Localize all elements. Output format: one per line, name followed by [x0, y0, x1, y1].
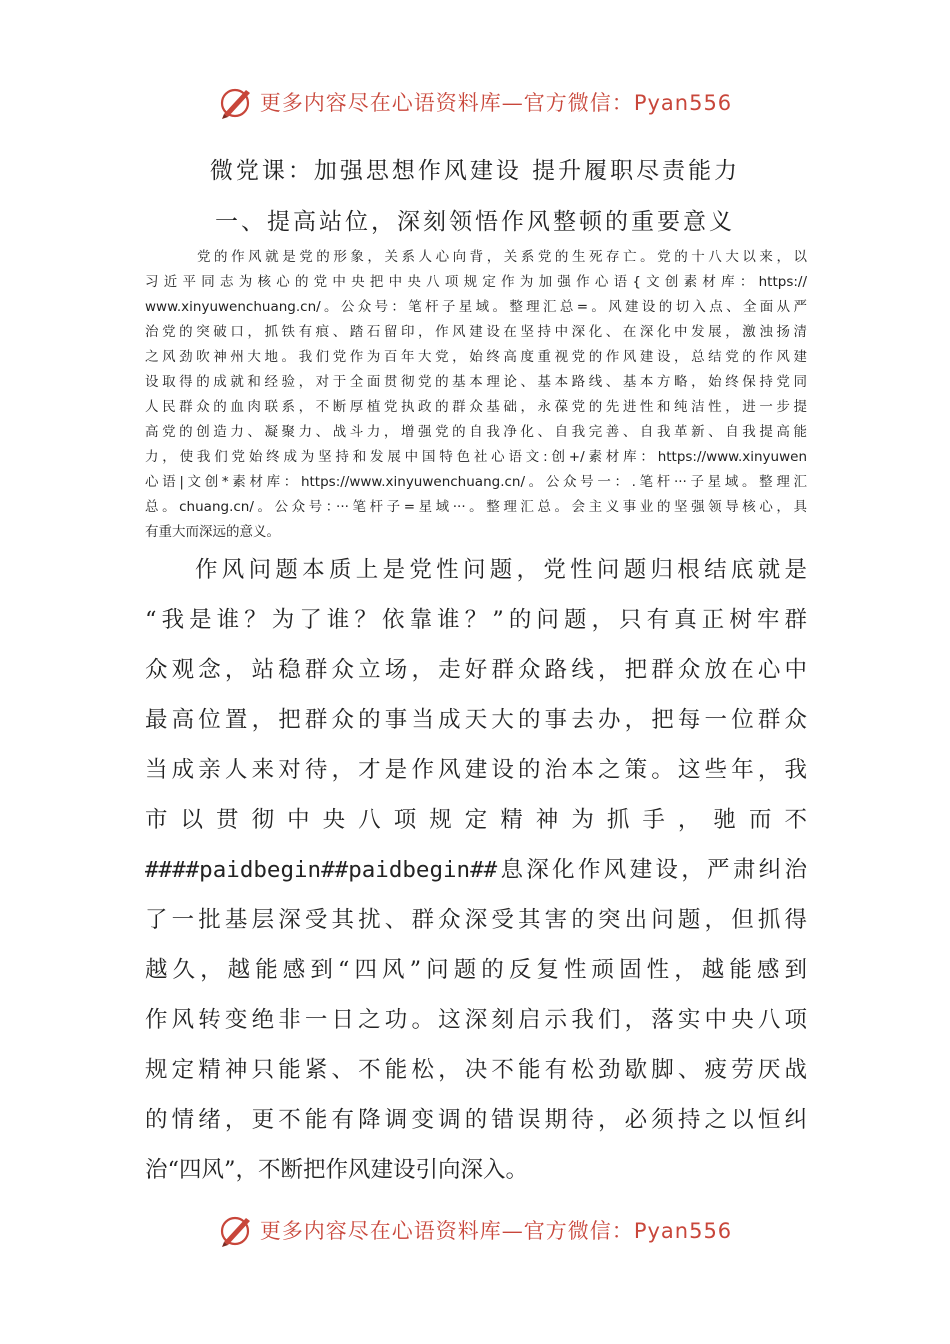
intro-line: 设取得的成就和经验，对于全面贯彻党的基本理论、基本路线、基本方略，始终保持党同: [145, 374, 807, 390]
body-line: 治“四风”，不断把作风建设引向深入。: [145, 1157, 529, 1183]
body-line: “我是谁？为了谁？依靠谁？”的问题，只有真正树牢群: [145, 607, 807, 633]
intro-line: 习近平同志为核心的党中央把中央八项规定作为加强作心语{文创素材库：https://: [145, 274, 807, 290]
intro-line: 之风劲吹神州大地。我们党作为百年大党，始终高度重视党的作风建设，总结党的作风建: [145, 349, 807, 365]
intro-line: 高党的创造力、凝聚力、战斗力，增强党的自我净化、自我完善、自我革新、自我提高能: [145, 424, 807, 440]
body-line: 作风问题本质上是党性问题，党性问题归根结底就是: [195, 557, 807, 583]
body-line: 越久，越能感到“四风”问题的反复性顽固性，越能感到: [145, 957, 807, 983]
body-line: 了一批基层深受其扰、群众深受其害的突出问题，但抓得: [145, 907, 807, 933]
banner-text: 更多内容尽在心语资料库—官方微信：Pyan556: [259, 91, 733, 115]
body-line: 最高位置，把群众的事当成天大的事去办，把每一位群众: [145, 707, 807, 733]
intro-paragraph: [145, 245, 807, 545]
intro-line: 人民群众的血肉联系，不断厚植党执政的群众基础，永葆党的先进性和纯洁性，进一步提: [145, 399, 807, 415]
intro-line: 治党的突破口，抓铁有痕、踏石留印，作风建设在坚持中深化、在深化中发展，激浊扬清: [145, 324, 807, 340]
body-line: 规定精神只能紧、不能松，决不能有松劲歇脚、疲劳厌战: [145, 1057, 807, 1083]
intro-line: 心语|文创*素材库：https://www.xinyuwenchuang.cn/。公众号一：.笔杆···子星域。整理汇: [145, 474, 807, 490]
banner-text: 更多内容尽在心语资料库—官方微信：Pyan556: [259, 1219, 733, 1243]
section-heading: 一、提高站位，深刻领悟作风整顿的重要意义: [215, 209, 735, 235]
intro-line: 总。chuang.cn/。公众号：···笔杆子=星域···。整理汇总。会主义事业的坚强领导核心，具: [145, 499, 807, 515]
body-line: 当成亲人来对待，才是作风建设的治本之策。这些年，我: [145, 757, 807, 783]
body-line: 众观念，站稳群众立场，走好群众路线，把群众放在心中: [145, 657, 807, 683]
body-paragraph: [145, 545, 807, 1195]
header-watermark-banner: [0, 82, 950, 122]
body-line: 的情绪，更不能有降调变调的错误期待，必须持之以恒纠: [145, 1107, 807, 1133]
intro-line: www.xinyuwenchuang.cn/。公众号：笔杆子星域。整理汇总=。风建设的切入点、全面从严: [145, 299, 807, 315]
body-line: 作风转变绝非一日之功。这深刻启示我们，落实中央八项: [145, 1007, 807, 1033]
pen-circle-logo-icon: [218, 84, 254, 120]
body-line: 市以贯彻中央八项规定精神为抓手，驰而不: [145, 807, 807, 833]
pen-circle-logo-icon: [218, 1212, 254, 1248]
document-title: 微党课：加强思想作风建设 提升履职尽责能力: [209, 158, 741, 184]
intro-line: 有重大而深远的意义。: [145, 524, 280, 540]
body-line: ####paidbegin##paidbegin##息深化作风建设，严肃纠治: [145, 857, 807, 883]
footer-watermark-banner: [0, 1210, 950, 1250]
intro-line: 力，使我们党始终成为坚持和发展中国特色社心语文:创+/素材库：https://www.xinyuwen: [145, 449, 807, 465]
intro-line: 党的作风就是党的形象，关系人心向背，关系党的生死存亡。党的十八大以来，以: [197, 249, 807, 265]
